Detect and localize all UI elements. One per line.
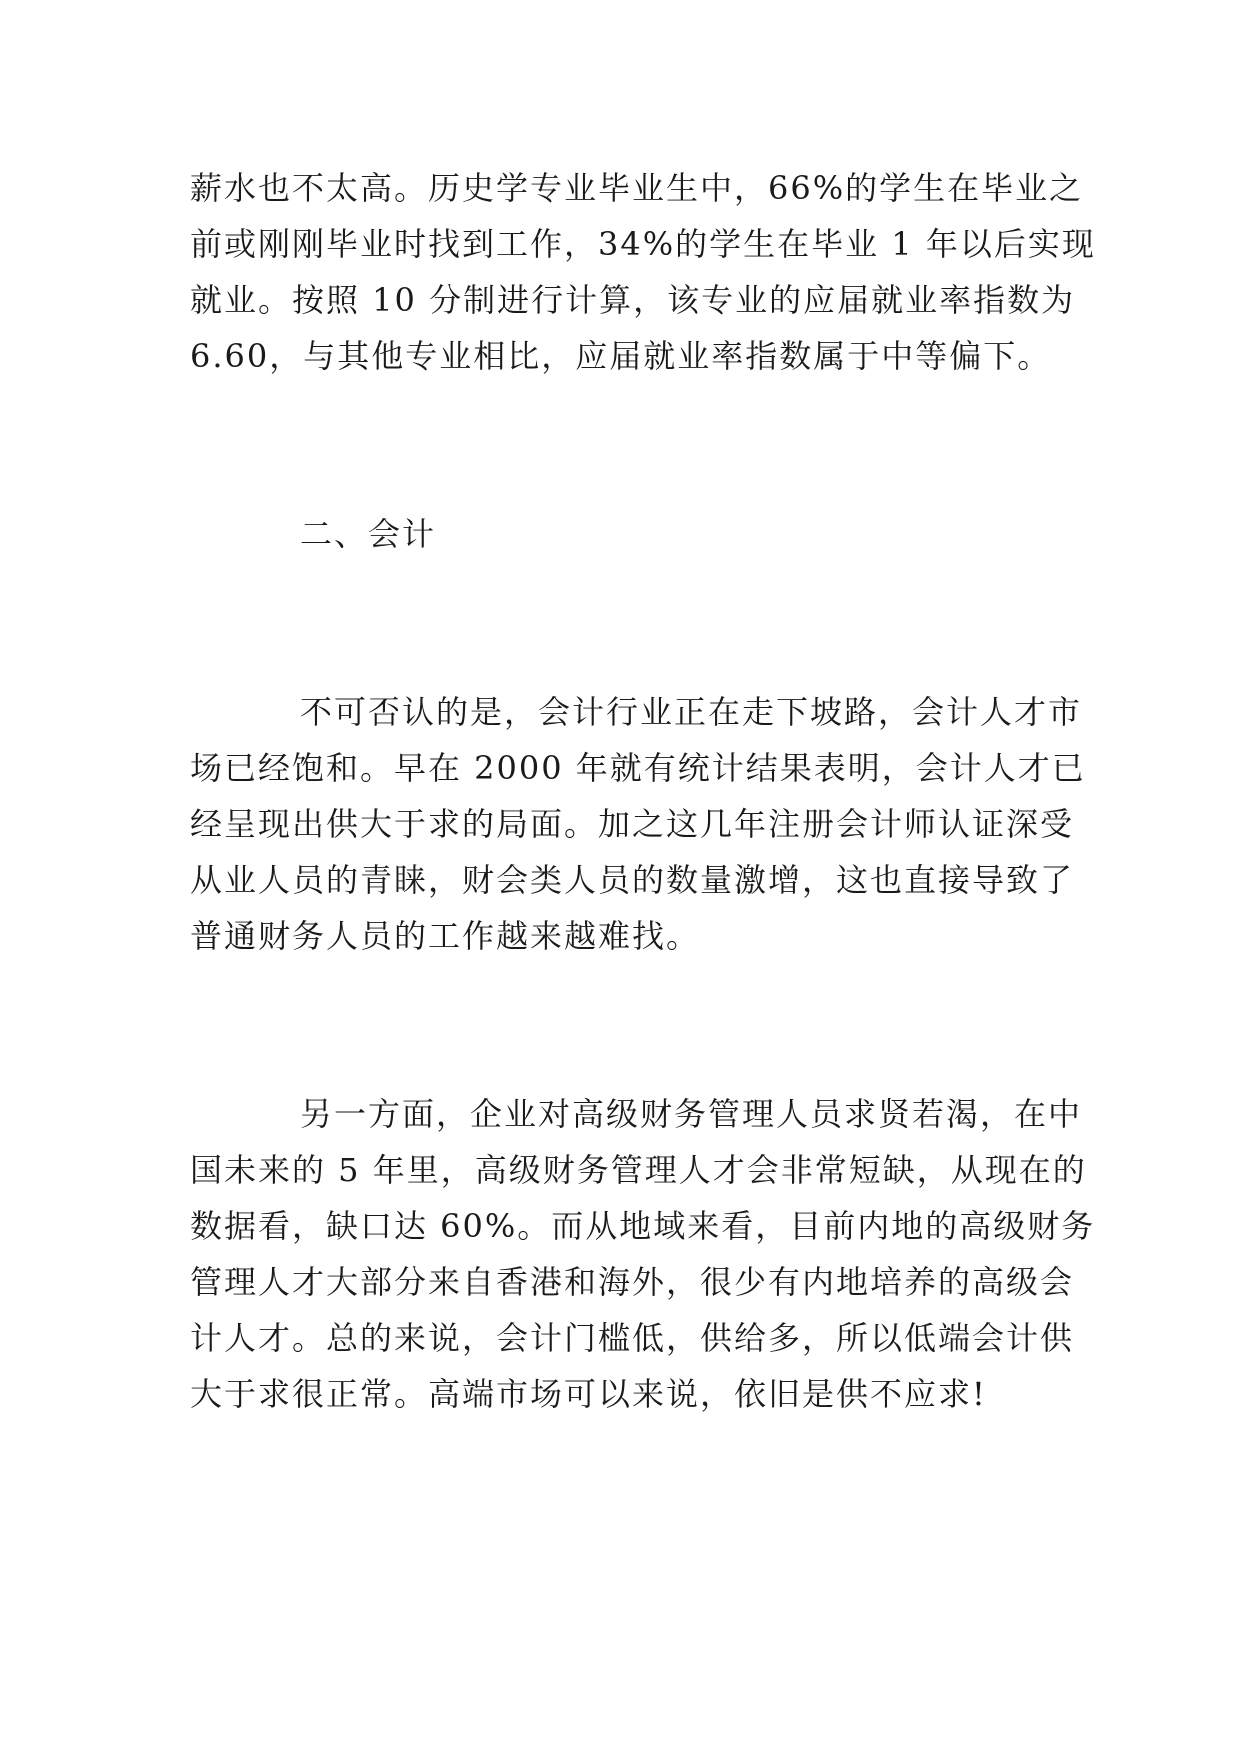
para2-line-4: 从业人员的青睐，财会类人员的数量激增，这也直接导致了 — [190, 861, 1075, 899]
para1-line-4: 6.60，与其他专业相比，应届就业率指数属于中等偏下。 — [190, 337, 1052, 375]
para2-line-5: 普通财务人员的工作越来越难找。 — [190, 917, 701, 955]
para2-line-2: 场已经饱和。早在 2000 年就有统计结果表明，会计人才已 — [190, 749, 1086, 787]
para1-line-2: 前或刚刚毕业时找到工作，34%的学生在毕业 1 年以后实现 — [190, 225, 1096, 263]
para1-line-1: 薪水也不太高。历史学专业毕业生中，66%的学生在毕业之 — [190, 169, 1084, 207]
para2-line-1: 不可否认的是，会计行业正在走下坡路，会计人才市 — [300, 693, 1083, 731]
para3-line-4: 管理人才大部分来自香港和海外，很少有内地培养的高级会 — [190, 1263, 1075, 1301]
para3-line-3: 数据看，缺口达 60%。而从地域来看，目前内地的高级财务 — [190, 1207, 1096, 1245]
para1-line-3: 就业。按照 10 分制进行计算，该专业的应届就业率指数为 — [190, 281, 1076, 319]
para3-line-5: 计人才。总的来说，会计门槛低，供给多，所以低端会计供 — [190, 1319, 1075, 1357]
para2-line-3: 经呈现出供大于求的局面。加之这几年注册会计师认证深受 — [190, 805, 1075, 843]
para3-line-6: 大于求很正常。高端市场可以来说，依旧是供不应求! — [190, 1375, 987, 1413]
para3-line-2: 国未来的 5 年里，高级财务管理人才会非常短缺，从现在的 — [190, 1151, 1087, 1189]
section-heading: 二、会计 — [300, 515, 437, 553]
para3-line-1: 另一方面，企业对高级财务管理人员求贤若渴，在中 — [300, 1095, 1083, 1133]
